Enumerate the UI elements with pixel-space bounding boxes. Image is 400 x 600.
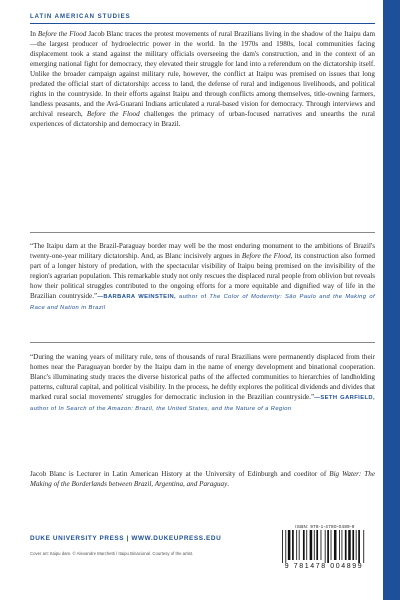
series-label: LATIN AMERICAN STUDIES xyxy=(30,14,131,20)
isbn-label: ISBN: 978-1-4780-0489-9 xyxy=(295,524,355,529)
barcode-digits: 9 781478 004899 xyxy=(284,563,364,570)
endorser-book-title: In Search of the Amazon: Brazil, the United States, and the Nature of a Region xyxy=(58,406,292,413)
publisher-url: WWW.DUKEUPRESS.EDU xyxy=(131,535,222,542)
endorser-book-title: The Color of Modernity: São Paulo and the Making of Race and Nation in Brazil xyxy=(30,294,375,312)
endorser-name: —BARBARA WEINSTEIN, xyxy=(97,294,177,301)
cover-art-credit: Cover art: Itaipu dam. © Alexandre Marchetti / Itaipu Binacional. Courtesy of the artist. xyxy=(30,551,194,556)
section-divider xyxy=(30,232,375,233)
endorsement-text: its construction also formed part of a longer history of predation, with the spectacular visibility of Itaipu being premised on the invisibility of the region's agrarian population. This remarkable study not only rescues the displaced rural people from oblivion but reveals how their political struggles contributed to the ongoing efforts for a more equitable and dignified way of life in the Brazilian countryside.” xyxy=(30,252,376,301)
endorsement-text: “The Itaipu dam at the Brazil-Paraguay border may well be the most enduring monument to the ambitions of Brazil's twenty-one-year military dictatorship. And, as Blanc incisively argues in xyxy=(30,242,375,261)
description-text: In xyxy=(30,30,38,38)
publisher-separator: | xyxy=(126,535,129,542)
book-title: Before the Flood, xyxy=(241,252,293,261)
endorsement-text: “During the waning years of military rule, tens of thousands of rural Brazilians were permanently displaced from their homes near the Paraguayan border by the Itaipu dam in the name of energy development and binational cooperation. Blanc's illuminating study traces the diverse historical paths of the affected communities to hierarchies of landholding patterns, cultural capital, and political visibility. In the process, he deftly explores the political dividends and divides that marked rural social movements' struggles for democratic inclusion in the Brazilian countryside.” xyxy=(30,353,375,402)
bio-book-title: Big Water: The Making of the Borderlands between Brazil, Argentina, and Paraguay xyxy=(30,470,375,489)
bio-text: Jacob Blanc is Lecturer in Latin American History at the University of Edinburgh and coeditor of xyxy=(30,470,330,478)
endorser-name: —SETH GARFIELD, xyxy=(314,395,375,402)
spine-color-bar xyxy=(383,0,400,600)
publisher-line xyxy=(30,535,221,542)
endorser-credit: author of xyxy=(176,294,210,301)
publisher-name: DUKE UNIVERSITY PRESS xyxy=(30,535,125,542)
endorsement-weinstein xyxy=(30,241,375,313)
bio-text: . xyxy=(227,480,230,489)
description-text: challenges the primacy of urban-focused narratives and unearths the rural experiences of dictatorship and democracy in Brazil. xyxy=(30,110,375,129)
author-bio xyxy=(30,469,375,489)
book-title: Before the Flood xyxy=(37,30,87,38)
section-divider xyxy=(30,342,375,343)
book-description xyxy=(30,29,375,129)
endorser-credit: author of xyxy=(30,406,59,413)
top-divider xyxy=(30,23,375,24)
description-text: Jacob Blanc traces the protest movements of rural Brazilians living in the shadow of the Itaipu dam—the largest producer of hydroelectric power in the world. In the 1970s and 1980s, local communities facing displacement took a stand against the military officials overseeing the dam's construction, and in the context of an emerging national fight for democracy, they elevated their struggle for land into a referendum on the dictatorship itself. Unlike the broader campaign against military rule, however, the conflict at Itaipu was premised on issues that long predated the official start of dictatorship: access to land, the defense of rural and indigenous livelihoods, and political rights in the countryside. In their efforts against Itaipu and through conflicts among themselves, title-owning farmers, landless peasants, and the Avá-Guarani Indians articulated a rural-based vision for democracy. Through interviews and archival research, xyxy=(30,30,376,119)
endorsement-garfield xyxy=(30,352,375,414)
barcode-panel xyxy=(276,524,372,576)
barcode-icon xyxy=(280,530,368,563)
book-title: Before the Flood xyxy=(86,110,140,119)
